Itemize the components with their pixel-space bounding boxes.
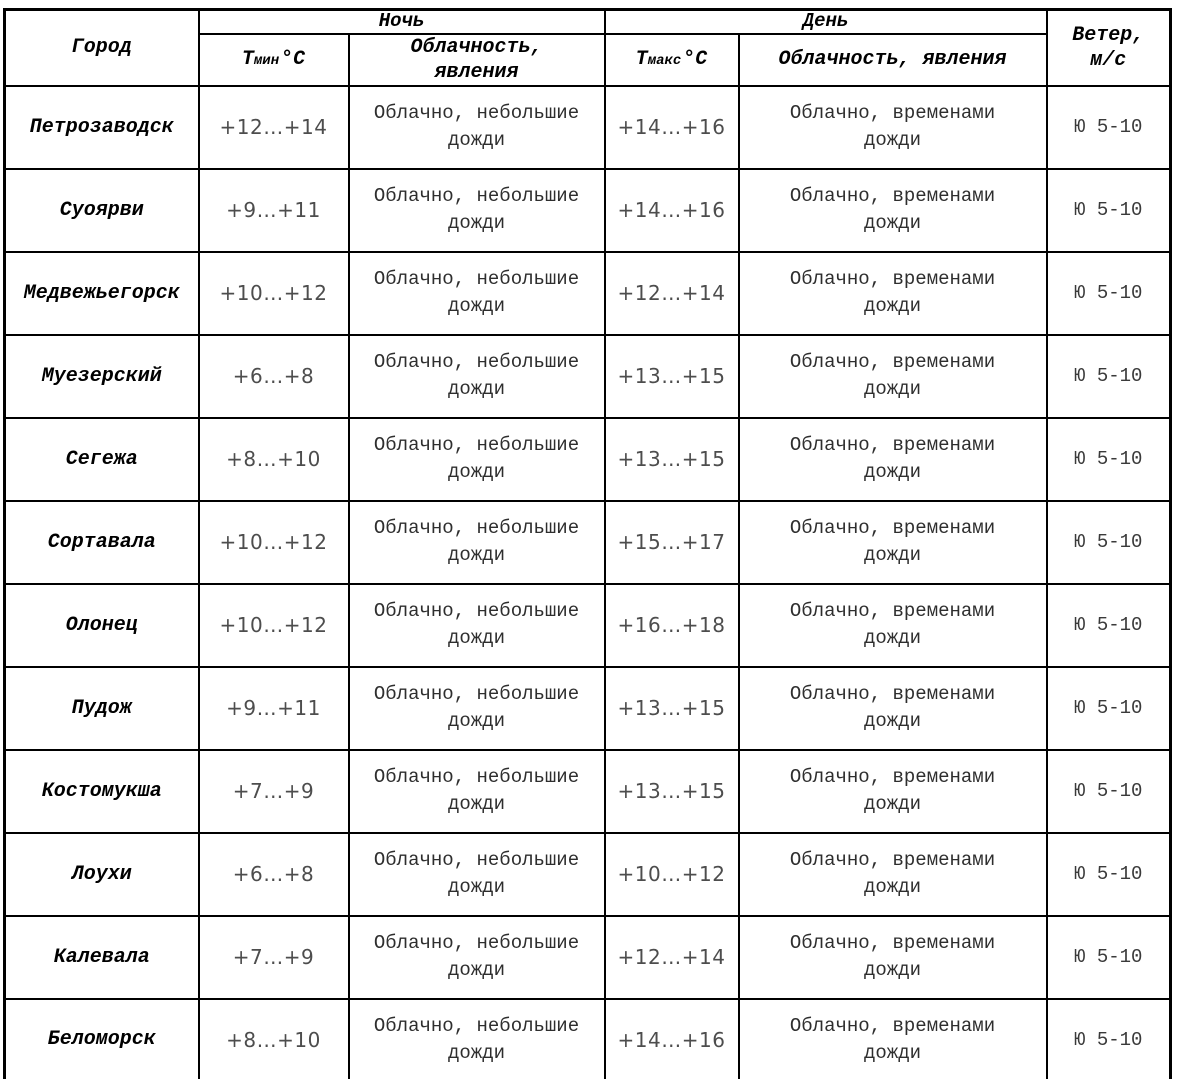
wind-cell (1047, 750, 1171, 833)
table-row (5, 584, 1171, 667)
table-row (5, 335, 1171, 418)
tmax-value: +14…+16 (617, 115, 726, 139)
wind-value: Ю 5-10 (1074, 614, 1143, 636)
city-cell (5, 999, 199, 1079)
header-tmin (199, 34, 349, 86)
day-phenomena-cell (739, 999, 1047, 1079)
tmin-cell (199, 252, 349, 335)
tmax-value: +13…+15 (617, 779, 726, 803)
city-cell (5, 252, 199, 335)
city-name: Лоухи (71, 862, 132, 886)
night-phenomena-cell (349, 999, 605, 1079)
table-row (5, 86, 1171, 169)
table-row (5, 750, 1171, 833)
table-row (5, 916, 1171, 999)
day-phenomena-text: Облачно, временами дожди (789, 683, 996, 732)
tmax-cell (605, 750, 739, 833)
night-phenomena-text: Облачно, небольшие дожди (373, 434, 580, 483)
tmin-value: +9…+11 (226, 696, 321, 720)
table-body (5, 86, 1171, 1079)
tmin-cell (199, 916, 349, 999)
table-row (5, 418, 1171, 501)
city-name: Костомукша (41, 779, 162, 803)
wind-cell (1047, 584, 1171, 667)
header-city-label: Город (71, 35, 132, 59)
night-phenomena-text: Облачно, небольшие дожди (373, 766, 580, 815)
day-phenomena-cell (739, 667, 1047, 750)
tmin-cell (199, 750, 349, 833)
tmin-cell (199, 999, 349, 1079)
tmin-value: +10…+12 (219, 530, 328, 554)
day-phenomena-cell (739, 584, 1047, 667)
day-phenomena-cell (739, 833, 1047, 916)
tmax-cell (605, 916, 739, 999)
header-day-phenomena-label: Облачность, явления (778, 47, 1007, 71)
tmin-value: +6…+8 (232, 862, 315, 886)
night-phenomena-cell (349, 169, 605, 252)
tmin-value: +7…+9 (232, 779, 315, 803)
day-phenomena-cell (739, 418, 1047, 501)
day-phenomena-text: Облачно, временами дожди (789, 932, 996, 981)
tmax-cell (605, 418, 739, 501)
city-cell (5, 418, 199, 501)
wind-value: Ю 5-10 (1074, 863, 1143, 885)
tmax-value: +13…+15 (617, 696, 726, 720)
tmin-value: +7…+9 (232, 945, 315, 969)
night-phenomena-cell (349, 667, 605, 750)
header-day-phenomena (739, 34, 1047, 86)
night-phenomena-text: Облачно, небольшие дожди (373, 1015, 580, 1064)
weather-forecast-table (3, 8, 1172, 1079)
wind-value: Ю 5-10 (1074, 365, 1143, 387)
city-name: Сортавала (47, 530, 156, 554)
tmin-cell (199, 667, 349, 750)
day-phenomena-text: Облачно, временами дожди (789, 600, 996, 649)
wind-cell (1047, 916, 1171, 999)
night-phenomena-text: Облачно, небольшие дожди (373, 268, 580, 317)
night-phenomena-text: Облачно, небольшие дожди (373, 517, 580, 566)
city-cell (5, 86, 199, 169)
wind-value: Ю 5-10 (1074, 697, 1143, 719)
tmin-value: +12…+14 (219, 115, 328, 139)
night-phenomena-text: Облачно, небольшие дожди (373, 932, 580, 981)
tmax-cell (605, 335, 739, 418)
night-phenomena-text: Облачно, небольшие дожди (373, 102, 580, 151)
wind-value: Ю 5-10 (1074, 199, 1143, 221)
city-cell (5, 169, 199, 252)
wind-cell (1047, 86, 1171, 169)
city-name: Суоярви (59, 198, 144, 222)
day-phenomena-cell (739, 916, 1047, 999)
tmax-cell (605, 252, 739, 335)
day-phenomena-text: Облачно, временами дожди (789, 517, 996, 566)
city-name: Муезерский (41, 364, 162, 388)
tmax-cell (605, 169, 739, 252)
night-phenomena-cell (349, 86, 605, 169)
wind-value: Ю 5-10 (1074, 282, 1143, 304)
tmin-cell (199, 584, 349, 667)
tmax-value: +12…+14 (617, 945, 726, 969)
wind-value: Ю 5-10 (1074, 1028, 1143, 1051)
header-day-label: День (802, 10, 849, 33)
day-phenomena-text: Облачно, временами дожди (789, 1015, 996, 1064)
tmax-value: +14…+16 (617, 198, 726, 222)
wind-value: Ю 5-10 (1074, 780, 1143, 802)
city-name: Петрозаводск (29, 115, 174, 139)
tmax-value: +12…+14 (617, 281, 726, 305)
tmax-cell (605, 86, 739, 169)
city-cell (5, 750, 199, 833)
header-group-night (199, 10, 605, 34)
wind-cell (1047, 833, 1171, 916)
city-name: Олонец (65, 613, 138, 637)
table-row (5, 833, 1171, 916)
wind-cell (1047, 169, 1171, 252)
city-cell (5, 833, 199, 916)
day-phenomena-cell (739, 169, 1047, 252)
tmax-cell (605, 833, 739, 916)
day-phenomena-cell (739, 335, 1047, 418)
tmax-value: +13…+15 (617, 364, 726, 388)
table-row (5, 169, 1171, 252)
night-phenomena-cell (349, 418, 605, 501)
night-phenomena-text: Облачно, небольшие дожди (373, 351, 580, 400)
wind-cell (1047, 418, 1171, 501)
tmin-cell (199, 501, 349, 584)
wind-value: Ю 5-10 (1074, 531, 1143, 553)
wind-cell (1047, 335, 1171, 418)
city-cell (5, 916, 199, 999)
tmin-value: +6…+8 (232, 364, 315, 388)
tmax-cell (605, 999, 739, 1079)
tmax-value: +10…+12 (617, 862, 726, 886)
night-phenomena-text: Облачно, небольшие дожди (373, 849, 580, 898)
night-phenomena-text: Облачно, небольшие дожди (373, 185, 580, 234)
header-group-day (605, 10, 1047, 34)
header-tmin-label: Тмин °C (241, 47, 306, 71)
night-phenomena-cell (349, 916, 605, 999)
night-phenomena-text: Облачно, небольшие дожди (373, 600, 580, 649)
city-name: Медвежьегорск (23, 281, 180, 305)
header-wind-label: Ветер, м/с (1072, 23, 1145, 72)
tmin-cell (199, 169, 349, 252)
table-row (5, 999, 1171, 1079)
city-cell (5, 584, 199, 667)
tmax-value: +15…+17 (617, 530, 726, 554)
day-phenomena-text: Облачно, временами дожди (789, 102, 996, 151)
wind-cell (1047, 999, 1171, 1079)
night-phenomena-cell (349, 584, 605, 667)
city-cell (5, 335, 199, 418)
tmax-cell (605, 501, 739, 584)
wind-cell (1047, 252, 1171, 335)
header-night-phenomena (349, 34, 605, 86)
tmax-value: +16…+18 (617, 613, 726, 637)
tmax-cell (605, 667, 739, 750)
header-night-phenomena-label: Облачность, явления (410, 35, 543, 84)
table-row (5, 667, 1171, 750)
header-wind (1047, 10, 1171, 86)
tmin-value: +10…+12 (219, 281, 328, 305)
day-phenomena-text: Облачно, временами дожди (789, 185, 996, 234)
night-phenomena-cell (349, 335, 605, 418)
tmin-cell (199, 86, 349, 169)
tmin-cell (199, 335, 349, 418)
city-cell (5, 501, 199, 584)
night-phenomena-cell (349, 750, 605, 833)
table-row (5, 501, 1171, 584)
tmin-value: +8…+10 (226, 447, 321, 471)
day-phenomena-text: Облачно, временами дожди (789, 434, 996, 483)
tmin-cell (199, 418, 349, 501)
night-phenomena-text: Облачно, небольшие дожди (373, 683, 580, 732)
day-phenomena-cell (739, 750, 1047, 833)
city-cell (5, 667, 199, 750)
day-phenomena-cell (739, 86, 1047, 169)
day-phenomena-text: Облачно, временами дожди (789, 849, 996, 898)
tmin-cell (199, 833, 349, 916)
tmin-value: +10…+12 (219, 613, 328, 637)
tmax-value: +13…+15 (617, 447, 726, 471)
wind-cell (1047, 501, 1171, 584)
day-phenomena-text: Облачно, временами дожди (789, 268, 996, 317)
tmin-value: +9…+11 (226, 198, 321, 222)
header-tmax-label: Тмакс °C (635, 47, 708, 71)
tmin-value: +8…+10 (226, 1027, 321, 1052)
header-night-label: Ночь (378, 10, 425, 33)
night-phenomena-cell (349, 252, 605, 335)
day-phenomena-cell (739, 252, 1047, 335)
header-city (5, 10, 199, 86)
header-group-row (5, 10, 1171, 34)
night-phenomena-cell (349, 501, 605, 584)
day-phenomena-text: Облачно, временами дожди (789, 766, 996, 815)
city-name: Сегежа (65, 447, 138, 471)
day-phenomena-text: Облачно, временами дожди (789, 351, 996, 400)
wind-cell (1047, 667, 1171, 750)
city-name: Пудож (71, 696, 132, 720)
tmax-cell (605, 584, 739, 667)
header-tmax (605, 34, 739, 86)
night-phenomena-cell (349, 833, 605, 916)
wind-value: Ю 5-10 (1074, 448, 1143, 470)
day-phenomena-cell (739, 501, 1047, 584)
tmax-value: +14…+16 (617, 1027, 726, 1052)
table-row (5, 252, 1171, 335)
city-name: Беломорск (47, 1028, 156, 1052)
city-name: Калевала (53, 945, 150, 969)
wind-value: Ю 5-10 (1074, 946, 1143, 968)
wind-value: Ю 5-10 (1074, 116, 1143, 138)
